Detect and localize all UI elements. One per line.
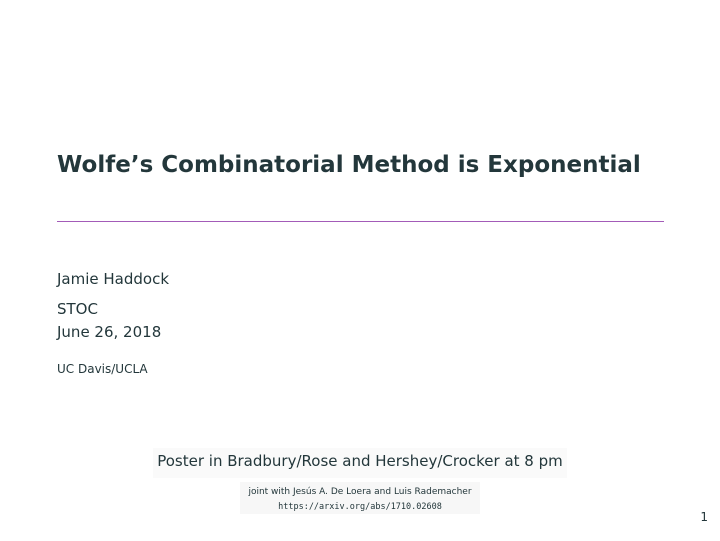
venue: STOC (57, 300, 98, 318)
poster-note: Poster in Bradbury/Rose and Hershey/Crocker at 8 pm (157, 452, 563, 470)
presentation-date: June 26, 2018 (57, 323, 162, 341)
slide-title: Wolfe’s Combinatorial Method is Exponential (57, 152, 641, 178)
page-number: 1 (700, 510, 708, 524)
arxiv-link[interactable]: https://arxiv.org/abs/1710.02608 (278, 502, 442, 512)
joint-work-credit: joint with Jesús A. De Loera and Luis Rademacher (248, 487, 472, 497)
author-name: Jamie Haddock (57, 270, 170, 288)
title-divider (57, 221, 664, 222)
institution: UC Davis/UCLA (57, 362, 148, 376)
